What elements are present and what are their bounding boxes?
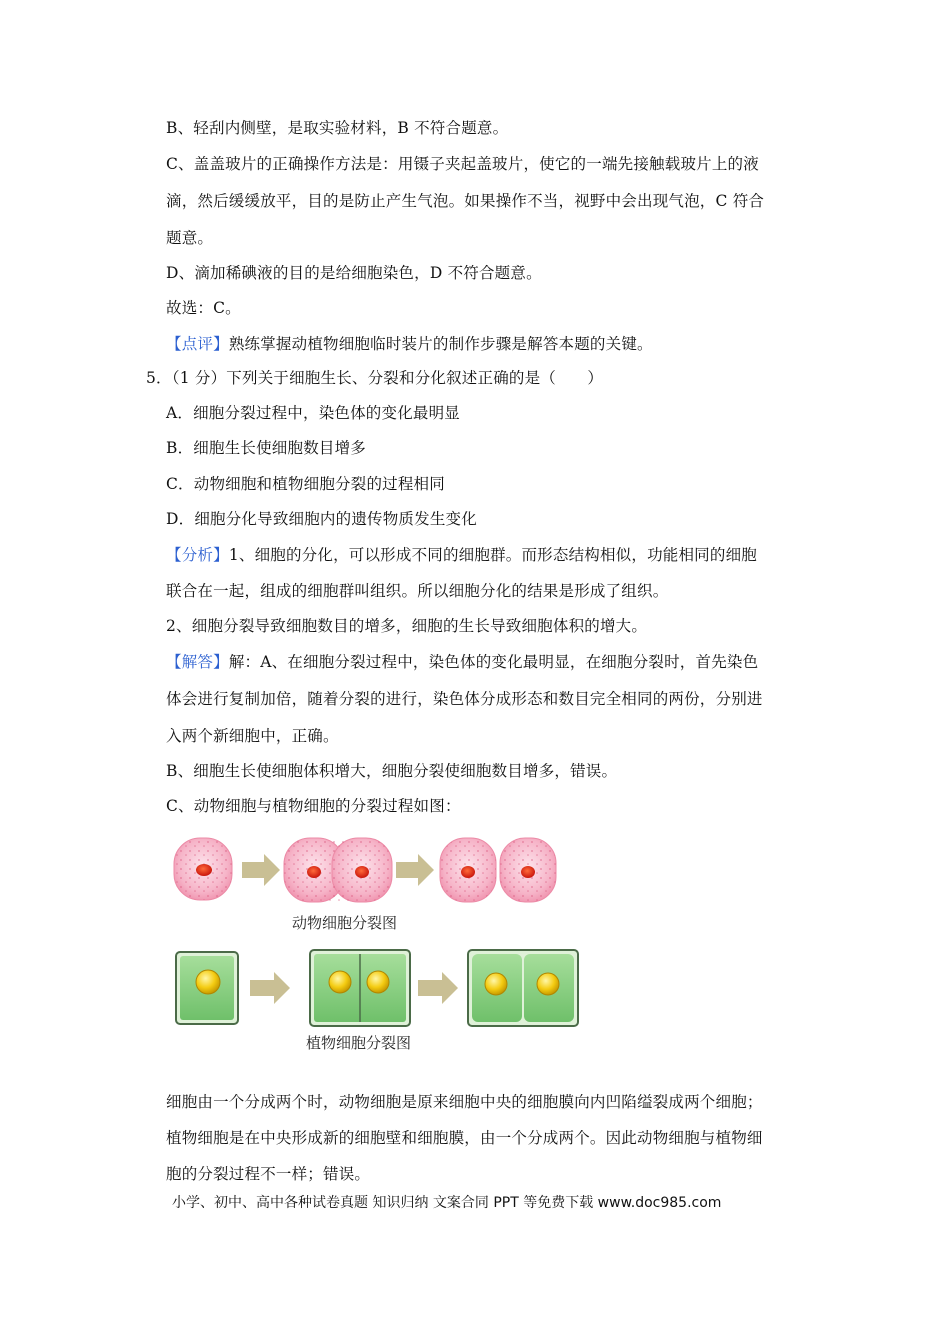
option-c-explanation-2: 滴，然后缓缓放平，目的是防止产生气泡。如果操作不当，视野中会出现气泡，C 符合 — [166, 192, 765, 210]
animal-cells-divided — [440, 838, 556, 902]
animal-arrow-2 — [396, 854, 434, 886]
question-5-option-b: B．细胞生长使细胞数目增多 — [166, 439, 366, 457]
animal-cell-dividing — [284, 838, 392, 902]
question-5-option-c: C．动物细胞和植物细胞分裂的过程相同 — [166, 475, 445, 493]
animal-cell-single — [174, 838, 232, 900]
solution-tag: 【解答】 — [166, 653, 229, 671]
question-5-option-d: D．细胞分化导致细胞内的遗传物质发生变化 — [166, 510, 477, 528]
plant-division-caption: 植物细胞分裂图 — [306, 1034, 412, 1052]
solution-line-4: B、细胞生长使细胞体积增大，细胞分裂使细胞数目增多，错误。 — [166, 762, 618, 780]
animal-division-caption: 动物细胞分裂图 — [292, 914, 398, 932]
plant-cells-divided — [468, 950, 578, 1026]
comment-tag: 【点评】 — [166, 335, 229, 353]
animal-arrow-1 — [242, 854, 280, 886]
solution-line-3: 入两个新细胞中，正确。 — [166, 727, 339, 745]
option-c-explanation-3: 题意。 — [166, 229, 214, 247]
analysis-line-1: 【分析】1、细胞的分化，可以形成不同的细胞群。而形态结构相似，功能相同的细胞 — [166, 546, 757, 564]
conclusion-line-2: 植物细胞是在中央形成新的细胞壁和细胞膜，由一个分成两个。因此动物细胞与植物细 — [166, 1129, 763, 1147]
question-5-stem: 5．（1 分）下列关于细胞生长、分裂和分化叙述正确的是（ ） — [146, 369, 604, 387]
plant-cell-single — [176, 952, 238, 1024]
analysis-line-3: 2、细胞分裂导致细胞数目的增多，细胞的生长导致细胞体积的增大。 — [166, 617, 648, 635]
conclusion-line-1: 细胞由一个分成两个时，动物细胞是原来细胞中央的细胞膜向内凹陷缢裂成两个细胞； — [166, 1093, 763, 1111]
conclusion-line-3: 胞的分裂过程不一样；错误。 — [166, 1165, 371, 1183]
plant-arrow-1 — [250, 972, 290, 1004]
solution-line-1: 【解答】解：A、在细胞分裂过程中，染色体的变化最明显，在细胞分裂时，首先染色 — [166, 653, 759, 671]
analysis-line-2: 联合在一起，组成的细胞群叫组织。所以细胞分化的结果是形成了组织。 — [166, 582, 669, 600]
question-5-option-a: A．细胞分裂过程中，染色体的变化最明显 — [166, 404, 460, 422]
plant-arrow-2 — [418, 972, 458, 1004]
comment-line: 【点评】熟练掌握动植物细胞临时装片的制作步骤是解答本题的关键。 — [166, 335, 653, 353]
plant-cell-dividing — [310, 950, 410, 1026]
option-d-explanation: D、滴加稀碘液的目的是给细胞染色，D 不符合题意。 — [166, 264, 542, 282]
analysis-tag: 【分析】 — [166, 546, 229, 564]
page-footer: 小学、初中、高中各种试卷真题 知识归纳 文案合同 PPT 等免费下载 www.doc985.com — [172, 1195, 722, 1211]
option-b-explanation: B、轻刮内侧壁，是取实验材料，B 不符合题意。 — [166, 119, 509, 137]
answer-line: 故选：C。 — [166, 299, 241, 317]
solution-line-5: C、动物细胞与植物细胞的分裂过程如图： — [166, 797, 461, 815]
cell-division-figure — [170, 830, 590, 1060]
option-c-explanation-1: C、盖盖玻片的正确操作方法是：用镊子夹起盖玻片，使它的一端先接触载玻片上的液 — [166, 155, 759, 173]
solution-line-2: 体会进行复制加倍，随着分裂的进行，染色体分成形态和数目完全相同的两份，分别进 — [166, 690, 763, 708]
